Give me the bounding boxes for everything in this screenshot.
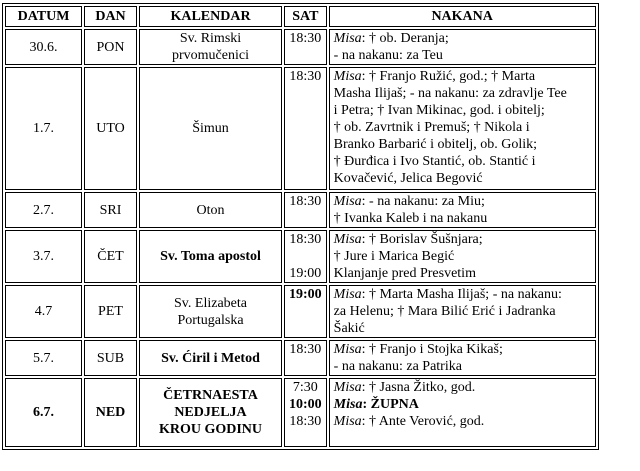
time-cell xyxy=(284,67,327,190)
intention-text: † Jure i Marica Begić xyxy=(333,249,455,264)
intention-line xyxy=(334,119,591,136)
intention-line xyxy=(334,102,591,119)
misa-label: Misa xyxy=(333,414,362,429)
intention-cell xyxy=(329,285,596,338)
day-cell: UTO xyxy=(84,67,137,190)
time-value: 18:30 xyxy=(289,194,322,209)
calendar-cell xyxy=(139,230,282,283)
intention-line xyxy=(334,265,591,282)
intention-text: : † Ante Verović, god. xyxy=(361,414,485,429)
date-cell: 6.7. xyxy=(5,378,82,447)
header-day: DAN xyxy=(84,6,137,27)
intention-line xyxy=(334,85,591,102)
intention-text: i Petra; † Ivan Mikinac, god. i obitelj; xyxy=(333,103,545,118)
date-cell: 4.7 xyxy=(5,285,82,338)
time-value: 10:00 xyxy=(289,397,322,412)
date-cell: 5.7. xyxy=(5,340,82,376)
intention-text: Branko Barbarić i obitelj, ob. Golik; xyxy=(333,137,538,152)
intention-text: : † Franjo i Stojka Kikaš; xyxy=(361,342,503,357)
schedule-row xyxy=(5,67,596,190)
intention-line xyxy=(334,153,591,170)
calendar-cell xyxy=(139,378,282,447)
misa-label: Misa xyxy=(333,342,362,357)
intention-text: : † ob. Deranja; xyxy=(361,31,449,46)
intention-line xyxy=(334,231,591,248)
time-value: 19:00 xyxy=(289,287,322,302)
calendar-line: Sv. Toma apostol xyxy=(160,249,261,264)
time-cell xyxy=(284,285,327,338)
calendar-line: prvomučenici xyxy=(172,48,249,63)
intention-cell xyxy=(329,67,596,190)
time-value: 18:30 xyxy=(289,342,322,357)
intention-line xyxy=(334,320,591,337)
time-cell xyxy=(284,192,327,228)
header-row xyxy=(5,6,596,27)
intention-text: Šakić xyxy=(333,321,365,336)
time-value: 18:30 xyxy=(289,414,322,429)
calendar-line: Sv. Ćiril i Metod xyxy=(161,350,260,366)
day-cell: PON xyxy=(84,29,137,65)
calendar-line: Sv. Elizabeta xyxy=(174,295,247,311)
intention-text: : † Franjo Ružić, god.; † Marta xyxy=(361,69,536,84)
misa-label: Misa xyxy=(333,31,362,46)
misa-label: Misa xyxy=(333,232,362,247)
intention-line xyxy=(334,341,591,358)
calendar-line: Šimun xyxy=(192,121,229,136)
intention-line xyxy=(334,248,591,265)
misa-label: Misa xyxy=(333,287,362,302)
calendar-cell xyxy=(139,340,282,376)
misa-label: Misa xyxy=(333,397,363,412)
time-value: 18:30 xyxy=(289,31,322,46)
intention-line xyxy=(334,286,591,303)
day-cell: SRI xyxy=(84,192,137,228)
header-time: SAT xyxy=(284,6,327,27)
day-cell: ČET xyxy=(84,230,137,283)
schedule-row xyxy=(5,192,596,228)
mass-schedule-table xyxy=(2,3,599,450)
day-cell: NED xyxy=(84,378,137,447)
time-value: 18:30 xyxy=(289,232,322,247)
intention-text: † ob. Zavrtnik i Premuš; † Nikola i xyxy=(333,120,530,135)
day-cell: PET xyxy=(84,285,137,338)
date-cell: 3.7. xyxy=(5,230,82,283)
intention-text: Masha Ilijaš; - na nakanu: za zdravlje Tee xyxy=(333,86,567,101)
intention-line xyxy=(334,379,591,396)
calendar-cell xyxy=(139,29,282,65)
schedule-row xyxy=(5,285,596,338)
date-cell: 2.7. xyxy=(5,192,82,228)
intention-text: - na nakanu: za Teu xyxy=(333,48,443,63)
misa-label: Misa xyxy=(333,69,362,84)
intention-text: za Helenu; † Mara Bilić Erić i Jadranka xyxy=(333,304,556,319)
header-calendar: KALENDAR xyxy=(139,6,282,27)
intention-text: : † Marta Masha Ilijaš; - na nakanu: xyxy=(361,287,562,302)
intention-cell xyxy=(329,378,596,447)
intention-text: Klanjanje pred Presvetim xyxy=(333,266,476,281)
schedule-row xyxy=(5,230,596,283)
header-date: DATUM xyxy=(5,6,82,27)
time-cell xyxy=(284,340,327,376)
calendar-line: ČETRNAESTA xyxy=(163,388,258,403)
intention-line xyxy=(334,47,591,64)
date-cell: 1.7. xyxy=(5,67,82,190)
intention-text: † Đurđica i Ivo Stantić, ob. Stantić i xyxy=(333,154,536,169)
intention-text: Kovačević, Jelica Begović xyxy=(333,171,483,186)
intention-cell xyxy=(329,29,596,65)
calendar-cell xyxy=(139,67,282,190)
time-cell xyxy=(284,378,327,447)
intention-line xyxy=(334,136,591,153)
calendar-cell xyxy=(139,285,282,338)
time-value: 18:30 xyxy=(289,69,322,84)
intention-text: : † Jasna Žitko, god. xyxy=(361,380,476,395)
intention-cell xyxy=(329,192,596,228)
intention-line xyxy=(334,210,591,227)
intention-line xyxy=(334,396,591,413)
header-intention: NAKANA xyxy=(329,6,596,27)
day-cell: SUB xyxy=(84,340,137,376)
misa-label: Misa xyxy=(333,380,362,395)
intention-cell xyxy=(329,230,596,283)
calendar-line: Sv. Rimski xyxy=(179,31,242,46)
intention-text: : - na nakanu: za Miu; xyxy=(361,194,485,209)
intention-text: : † Borislav Šušnjara; xyxy=(361,232,483,247)
calendar-cell xyxy=(139,192,282,228)
schedule-row xyxy=(5,340,596,376)
schedule-row xyxy=(5,378,596,447)
intention-line xyxy=(334,170,591,187)
intention-text: : ŽUPNA xyxy=(362,397,419,412)
time-cell xyxy=(284,29,327,65)
misa-label: Misa xyxy=(333,194,362,209)
calendar-line: NEDJELJA xyxy=(174,405,247,420)
calendar-line: KROU GODINU xyxy=(158,422,263,437)
intention-line xyxy=(334,193,591,210)
calendar-line: Oton xyxy=(196,202,225,218)
time-value: 19:00 xyxy=(289,266,322,281)
time-gap xyxy=(289,248,322,265)
intention-line xyxy=(334,413,591,430)
time-value: 7:30 xyxy=(292,380,318,395)
schedule-row xyxy=(5,29,596,65)
intention-line xyxy=(334,68,591,85)
intention-line xyxy=(334,303,591,320)
intention-text: - na nakanu: za Patrika xyxy=(333,359,462,374)
intention-cell xyxy=(329,340,596,376)
time-cell xyxy=(284,230,327,283)
intention-line xyxy=(334,358,591,375)
intention-text: † Ivanka Kaleb i na nakanu xyxy=(333,211,488,226)
calendar-line: Portugalska xyxy=(177,312,244,328)
intention-line xyxy=(334,30,591,47)
date-cell: 30.6. xyxy=(5,29,82,65)
